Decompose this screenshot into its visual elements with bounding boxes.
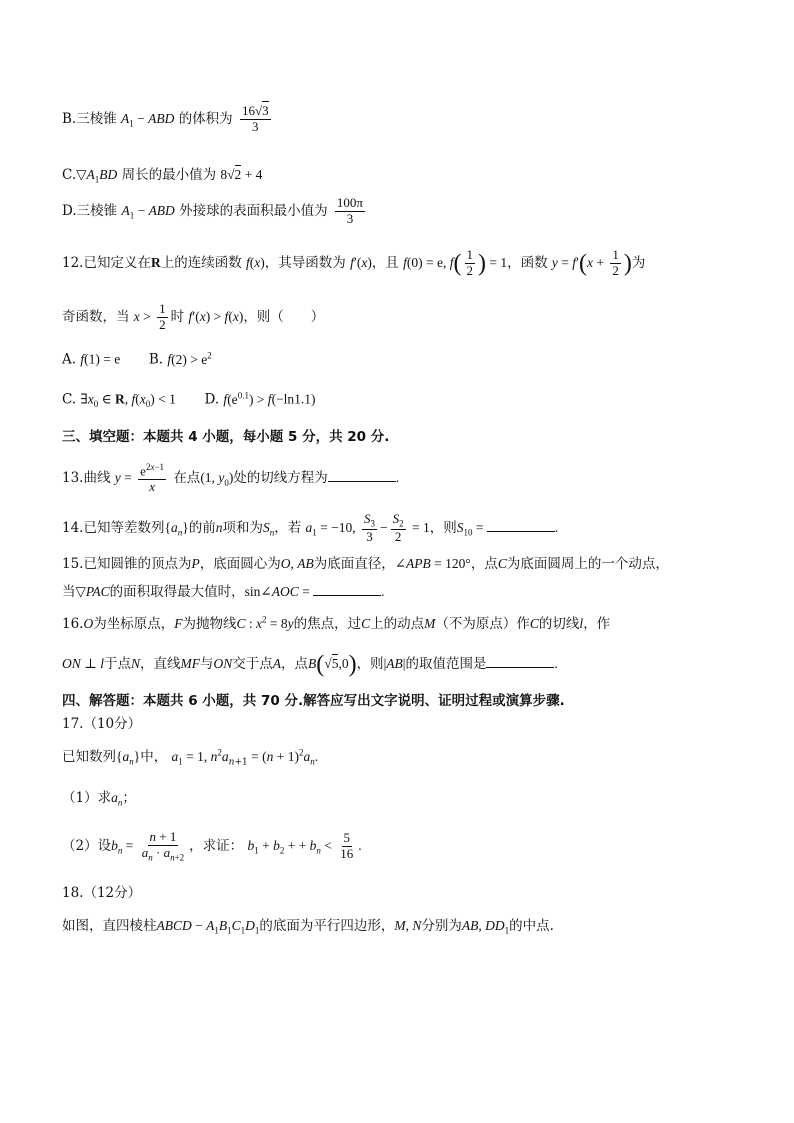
q17-heading: 17.（10分） xyxy=(62,716,142,732)
q12-options-ab: A. f(1) = e B. $f(2) > e^2$ xyxy=(62,350,212,368)
q11-option-d: D.三棱锥 $A_1$ − ABD 外接球的表面积最小值为 $\frac{100\pi}{3}$ xyxy=(62,195,363,226)
q12-stem-line1: 12.已知定义在R上的连续函数 f(x)，其导函数为 f′(x)，且 f(0) = e, f( $\frac{1}{2}$ ) = 1，函数 y = f′(x + $\frac{1}{2}$ )为 xyxy=(62,247,646,278)
q16-line2: ON ⊥ l于点N，直线MF与ON交于点A，点B(√5,0)，则|AB|的取值范围是 . xyxy=(62,651,558,678)
q17-part1: （1）求$a_n$； xyxy=(62,790,136,808)
q18-heading: 18.（12分） xyxy=(62,885,142,901)
section-heading-fill-in: 三、填空题：本题共 4 小题，每小题 5 分，共 20 分. xyxy=(62,429,390,445)
q12-options-cd: C. $\exists x_0$ ∈ R, $f(x_0) < 1$ D. $f(e^{0.1}) > f(-\ln 1.1)$ xyxy=(62,390,316,410)
q16-line1: 16.O为坐标原点，F为抛物线C : $x^2 = 8y$的焦点，过C上的动点M（不为原点）作C的切线l，作 xyxy=(62,614,611,632)
q18-stem: 如图，直四棱柱ABCD − $A_1B_1C_1D_1$的底面为平行四边形，M, N分别为AB, $DD_1$的中点. xyxy=(62,918,554,936)
q13: 13.曲线 y = $\frac{e^{2x-1}}{x}$ 在点(1, $y_0$)处的切线方程为 . xyxy=(62,462,400,495)
q11-option-c: $C.▽A_1BD$ 周长的最小值为 8√2 + 4 xyxy=(62,167,263,185)
answer-blank[interactable] xyxy=(313,583,381,596)
q15-line1: 15.已知圆锥的顶点为P，底面圆心为O, AB为底面直径，∠APB = 120°，点C为底面圆周上的一个动点， xyxy=(62,556,669,572)
q15-line2: 当▽PAC的面积取得最大值时，sin∠AOC = . xyxy=(62,584,385,600)
q14: 14.已知等差数列$\{a_n\}$的前n项和为$S_n$，若 $a_1 = -10$, $\frac{S_3}{3}$ − $\frac{S_2}{2}$ = 1，则$S_{10}$ = . xyxy=(62,511,559,544)
q11-option-b: B.三棱锥 $A_1$ − ABD 的体积为 $\frac{16√3}{3}$ xyxy=(62,103,269,134)
q17-part2: （2）设$b_n$ = $\frac{n + 1}{a_n \cdot a_{n+2}}$ ，求证： $b_1 + b_2$ + + $b_n$ < $\frac{5}{16}$ . xyxy=(62,829,362,863)
answer-blank[interactable] xyxy=(486,655,554,668)
q12-stem-line2: 奇函数，当 x > $\frac{1}{2}$ 时 f′(x) > f(x)，则（ ） xyxy=(62,301,325,332)
q17-stem: 已知数列$\{a_n\}$中， $a_1 = 1$, $n^2a_{n+1} = (n + 1)^2a_n$. xyxy=(62,747,319,768)
answer-blank[interactable] xyxy=(487,519,555,532)
answer-blank[interactable] xyxy=(328,469,396,482)
section-heading-solutions: 四、解答题：本题共 6 小题，共 70 分.解答应写出文字说明、证明过程或演算步骤. xyxy=(62,693,565,709)
fraction: $\frac{16√3}{3}$ xyxy=(241,103,269,134)
